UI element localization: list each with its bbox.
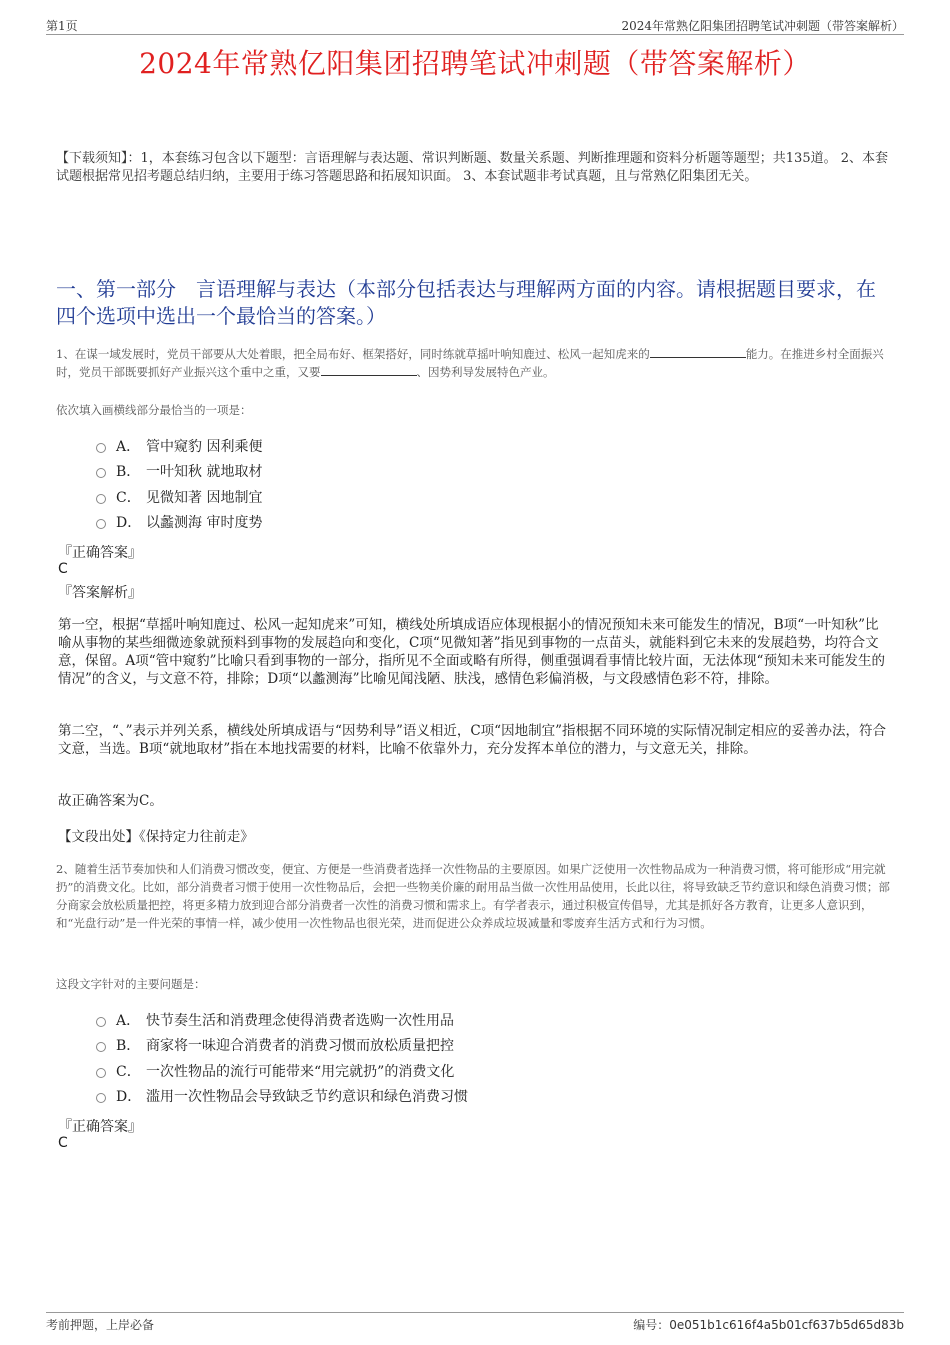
radio-circle-icon[interactable]: [96, 1042, 106, 1052]
question-1-prompt: 依次填入画横线部分最恰当的一项是：: [56, 403, 252, 417]
option-d[interactable]: D． 滥用一次性物品会导致缺乏节约意识和绿色消费习惯: [96, 1084, 468, 1110]
analysis-paragraph: 第一空，根据“草摇叶响知鹿过、松风一起知虎来”可知，横线处所填成语应体现根据小的情况预知未来可能发生的情况，B项“一叶知秋”比喻从事物的某些细微迹象就预料到事物的发展趋向和变化，C项“见微知著”指见到事物的一点苗头，就能料到它未来的发展趋势，均符合文意，保留。A项“管中窥豹”比喻只看到事物的一部分，指所见不全面或略有所得，侧重强调看事情比较片面，无法体现“预知未来可能发生的情况”的含义，与文意不符，排除；D项“以蠡测海”比喻见闻浅陋、肤浅，感情色彩偏消极，与文段感情色彩不符，排除。: [58, 617, 885, 687]
answer-value: C: [58, 561, 68, 577]
fill-blank-1: [650, 345, 746, 358]
header-doc-title: 2024年常熟亿阳集团招聘笔试冲刺题（带答案解析）: [621, 19, 904, 33]
question-1-stem: 1、在谋一域发展时，党员干部要从大处着眼，把全局布好、框架搭好，同时练就草摇叶响知鹿过、松风一起知虎来的 能力。在推进乡村全面振兴时，党员干部既要抓好产业振兴这个重中之重，又要 、因势利导发展特色产业。: [56, 347, 884, 379]
option-c[interactable]: C． 见微知著 因地制宜: [96, 484, 262, 510]
radio-circle-icon[interactable]: [96, 519, 106, 529]
radio-circle-icon[interactable]: [96, 1017, 106, 1027]
option-d[interactable]: D． 以蠡测海 审时度势: [96, 510, 262, 536]
option-c[interactable]: C． 一次性物品的流行可能带来“用完就扔”的消费文化: [96, 1058, 468, 1084]
page-header: [46, 14, 904, 35]
analysis-label: 『答案解析』: [58, 585, 142, 601]
footer-doc-id: 编号：0e051b1c616f4a5b01cf637b5d65d83b: [633, 1318, 904, 1332]
option-a[interactable]: A． 快节奏生活和消费理念使得消费者选购一次性用品: [96, 1007, 468, 1033]
passage-source: 【文段出处】《保持定力往前走》: [58, 829, 254, 845]
question-2-stem: 2、随着生活节奏加快和人们消费习惯改变，便宜、方便是一些消费者选择一次性物品的主要原因。如果广泛使用一次性物品成为一种消费习惯，将可能形成“用完就扔”的消费文化。比如，部分消费者习惯于使用一次性物品后，会把一些物美价廉的耐用品当做一次性用品使用，长此以往，将导致缺乏节约意识和绿色消费习惯；部分商家会放松质量把控，将更多精力放到迎合部分消费者一次性的消费习惯和需求上。有学者表示，通过积极宣传倡导，尤其是抓好各方教育，让更多人意识到，和“光盘行动”是一件光荣的事情一样，减少使用一次性物品也很光荣，进而促进公众养成垃圾减量和零废弃生活方式和行为习惯。: [56, 862, 890, 930]
radio-circle-icon[interactable]: [96, 1068, 106, 1078]
page-footer: [46, 1312, 904, 1333]
radio-circle-icon[interactable]: [96, 1093, 106, 1103]
radio-circle-icon[interactable]: [96, 494, 106, 504]
option-b[interactable]: B． 商家将一味迎合消费者的消费习惯而放松质量把控: [96, 1033, 468, 1059]
question-2-options: [96, 1007, 468, 1109]
analysis-conclusion: 故正确答案为C。: [58, 793, 163, 809]
question-1-options: [96, 433, 262, 535]
footer-slogan: 考前押题，上岸必备: [46, 1318, 155, 1332]
answer-value: C: [58, 1135, 68, 1151]
radio-circle-icon[interactable]: [96, 443, 106, 453]
page-number: 第1页: [46, 19, 78, 33]
fill-blank-2: [321, 363, 417, 376]
document-title: 2024年常熟亿阳集团招聘笔试冲刺题（带答案解析）: [139, 47, 811, 80]
question-2-prompt: 这段文字针对的主要问题是：: [56, 977, 206, 991]
radio-circle-icon[interactable]: [96, 468, 106, 478]
answer-label: 『正确答案』: [58, 545, 142, 561]
option-b[interactable]: B． 一叶知秋 就地取材: [96, 459, 262, 485]
analysis-paragraph: 第二空，“、”表示并列关系，横线处所填成语与“因势利导”语义相近，C项“因地制宜”指根据不同环境的实际情况制定相应的妥善办法，符合文意，当选。B项“就地取材”指在本地找需要的材料，比喻不依靠外力，充分发挥本单位的潜力，与文意无关，排除。: [58, 723, 886, 757]
answer-label: 『正确答案』: [58, 1119, 142, 1135]
section-heading: 一、第一部分 言语理解与表达（本部分包括表达与理解两方面的内容。请根据题目要求，在四个选项中选出一个最恰当的答案。）: [56, 277, 876, 328]
download-notice: 【下载须知】：1，本套练习包含以下题型：言语理解与表达题、常识判断题、数量关系题、判断推理题和资料分析题等题型；共135道。 2、本套试题根据常见招考题总结归纳，主要用于练习答题思路和拓展知识面。 3、本套试题非考试真题，且与常熟亿阳集团无关。: [56, 151, 888, 184]
option-a[interactable]: A． 管中窥豹 因利乘便: [96, 433, 262, 459]
